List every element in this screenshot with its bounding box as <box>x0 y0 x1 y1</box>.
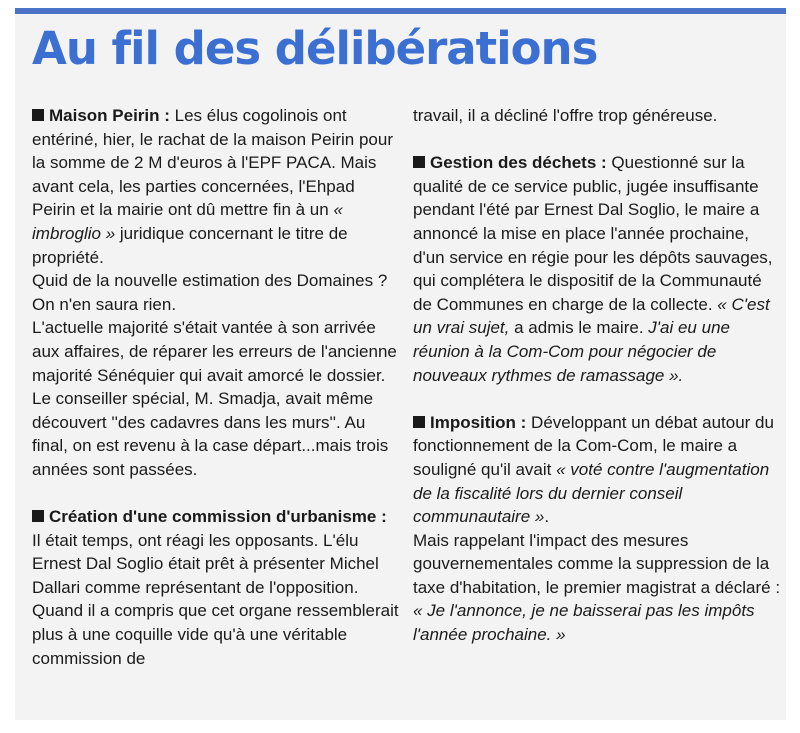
body-text: a admis le maire. <box>509 318 649 338</box>
quote-text: J'ai eu une réunion à la Com-Com pour négocier de nouveaux rythmes de ramassage ». <box>413 318 730 385</box>
square-bullet-icon <box>32 510 44 522</box>
column-right <box>413 104 783 647</box>
column-left <box>32 104 402 670</box>
section-heading: Création d'une commission d'urbanisme : <box>49 507 387 527</box>
square-bullet-icon <box>413 416 425 428</box>
section-commission-heading <box>32 505 402 529</box>
body-text: Développant un débat autour du fonctionnement de la Com-Com, le maire a souligné qu'il avait <box>413 412 774 479</box>
section-heading: Gestion des déchets : <box>430 153 607 173</box>
quote-text: « voté contre l'augmentation de la fiscalité lors du dernier conseil communautaire » <box>413 459 770 527</box>
body-text: Les élus cogolinois ont entériné, hier, le rachat de la maison Peirin pour la somme de 2 M d'euros à l'EPF PACA. Mais avant cela, les parties concernées, l'Ehpad Peirin et la mairie ont dû mettre fin à un <box>32 106 393 220</box>
body-text: juridique concernant le titre de propriété. <box>32 223 348 267</box>
paragraph: Il était temps, ont réagi les opposants. L'élu Ernest Dal Soglio était prêt à présenter Michel Dallari comme représentant de l'opposition. Quand il a compris que cet organe ressemblerait plus à une coquille vide qu'à une véritable commission de <box>32 530 399 668</box>
body-text: Questionné sur la qualité de ce service public, jugée insuffisante pendant l'été par Ernest Dal Soglio, le maire a annoncé la mise en place l'année prochaine, d'un service en régie pour les dépôts sauvages, qui complétera le dispositif de la Communauté de Communes en charge de la collecte. <box>413 153 773 314</box>
article-title: Au fil des délibérations <box>32 22 598 75</box>
paragraph: travail, il a décliné l'offre trop généreuse. <box>413 106 718 125</box>
quote-text: « C'est un vrai sujet, <box>413 294 770 338</box>
square-bullet-icon <box>32 109 44 121</box>
quote-text: « imbroglio » <box>32 200 343 243</box>
square-bullet-icon <box>413 156 425 168</box>
section-heading: Imposition : <box>430 412 527 432</box>
paragraph: Quid de la nouvelle estimation des Domaines ? On n'en saura rien. <box>32 271 388 314</box>
body-text: Mais rappelant l'impact des mesures gouvernementales comme la suppression de la taxe d'habitation, le premier magistrat a déclaré : <box>413 530 781 597</box>
quote-text: « Je l'annonce, je ne baisserai pas les impôts l'année prochaine. » <box>413 601 755 645</box>
section-gestion-dechets <box>413 151 783 387</box>
paragraph <box>413 529 783 647</box>
section-imposition <box>413 411 783 529</box>
section-maison-peirin <box>32 104 402 269</box>
paragraph: L'actuelle majorité s'était vantée à son arrivée aux affaires, de réparer les erreurs de l'ancienne majorité Sénéquier qui avait amorcé le dossier. Le conseiller spécial, M. Smadja, avait même découvert ''des cadavres dans les murs''. Au final, on est revenu à la case départ...mais trois années sont passées. <box>32 318 397 479</box>
section-heading: Maison Peirin : <box>49 106 170 125</box>
body-text: . <box>544 507 550 527</box>
